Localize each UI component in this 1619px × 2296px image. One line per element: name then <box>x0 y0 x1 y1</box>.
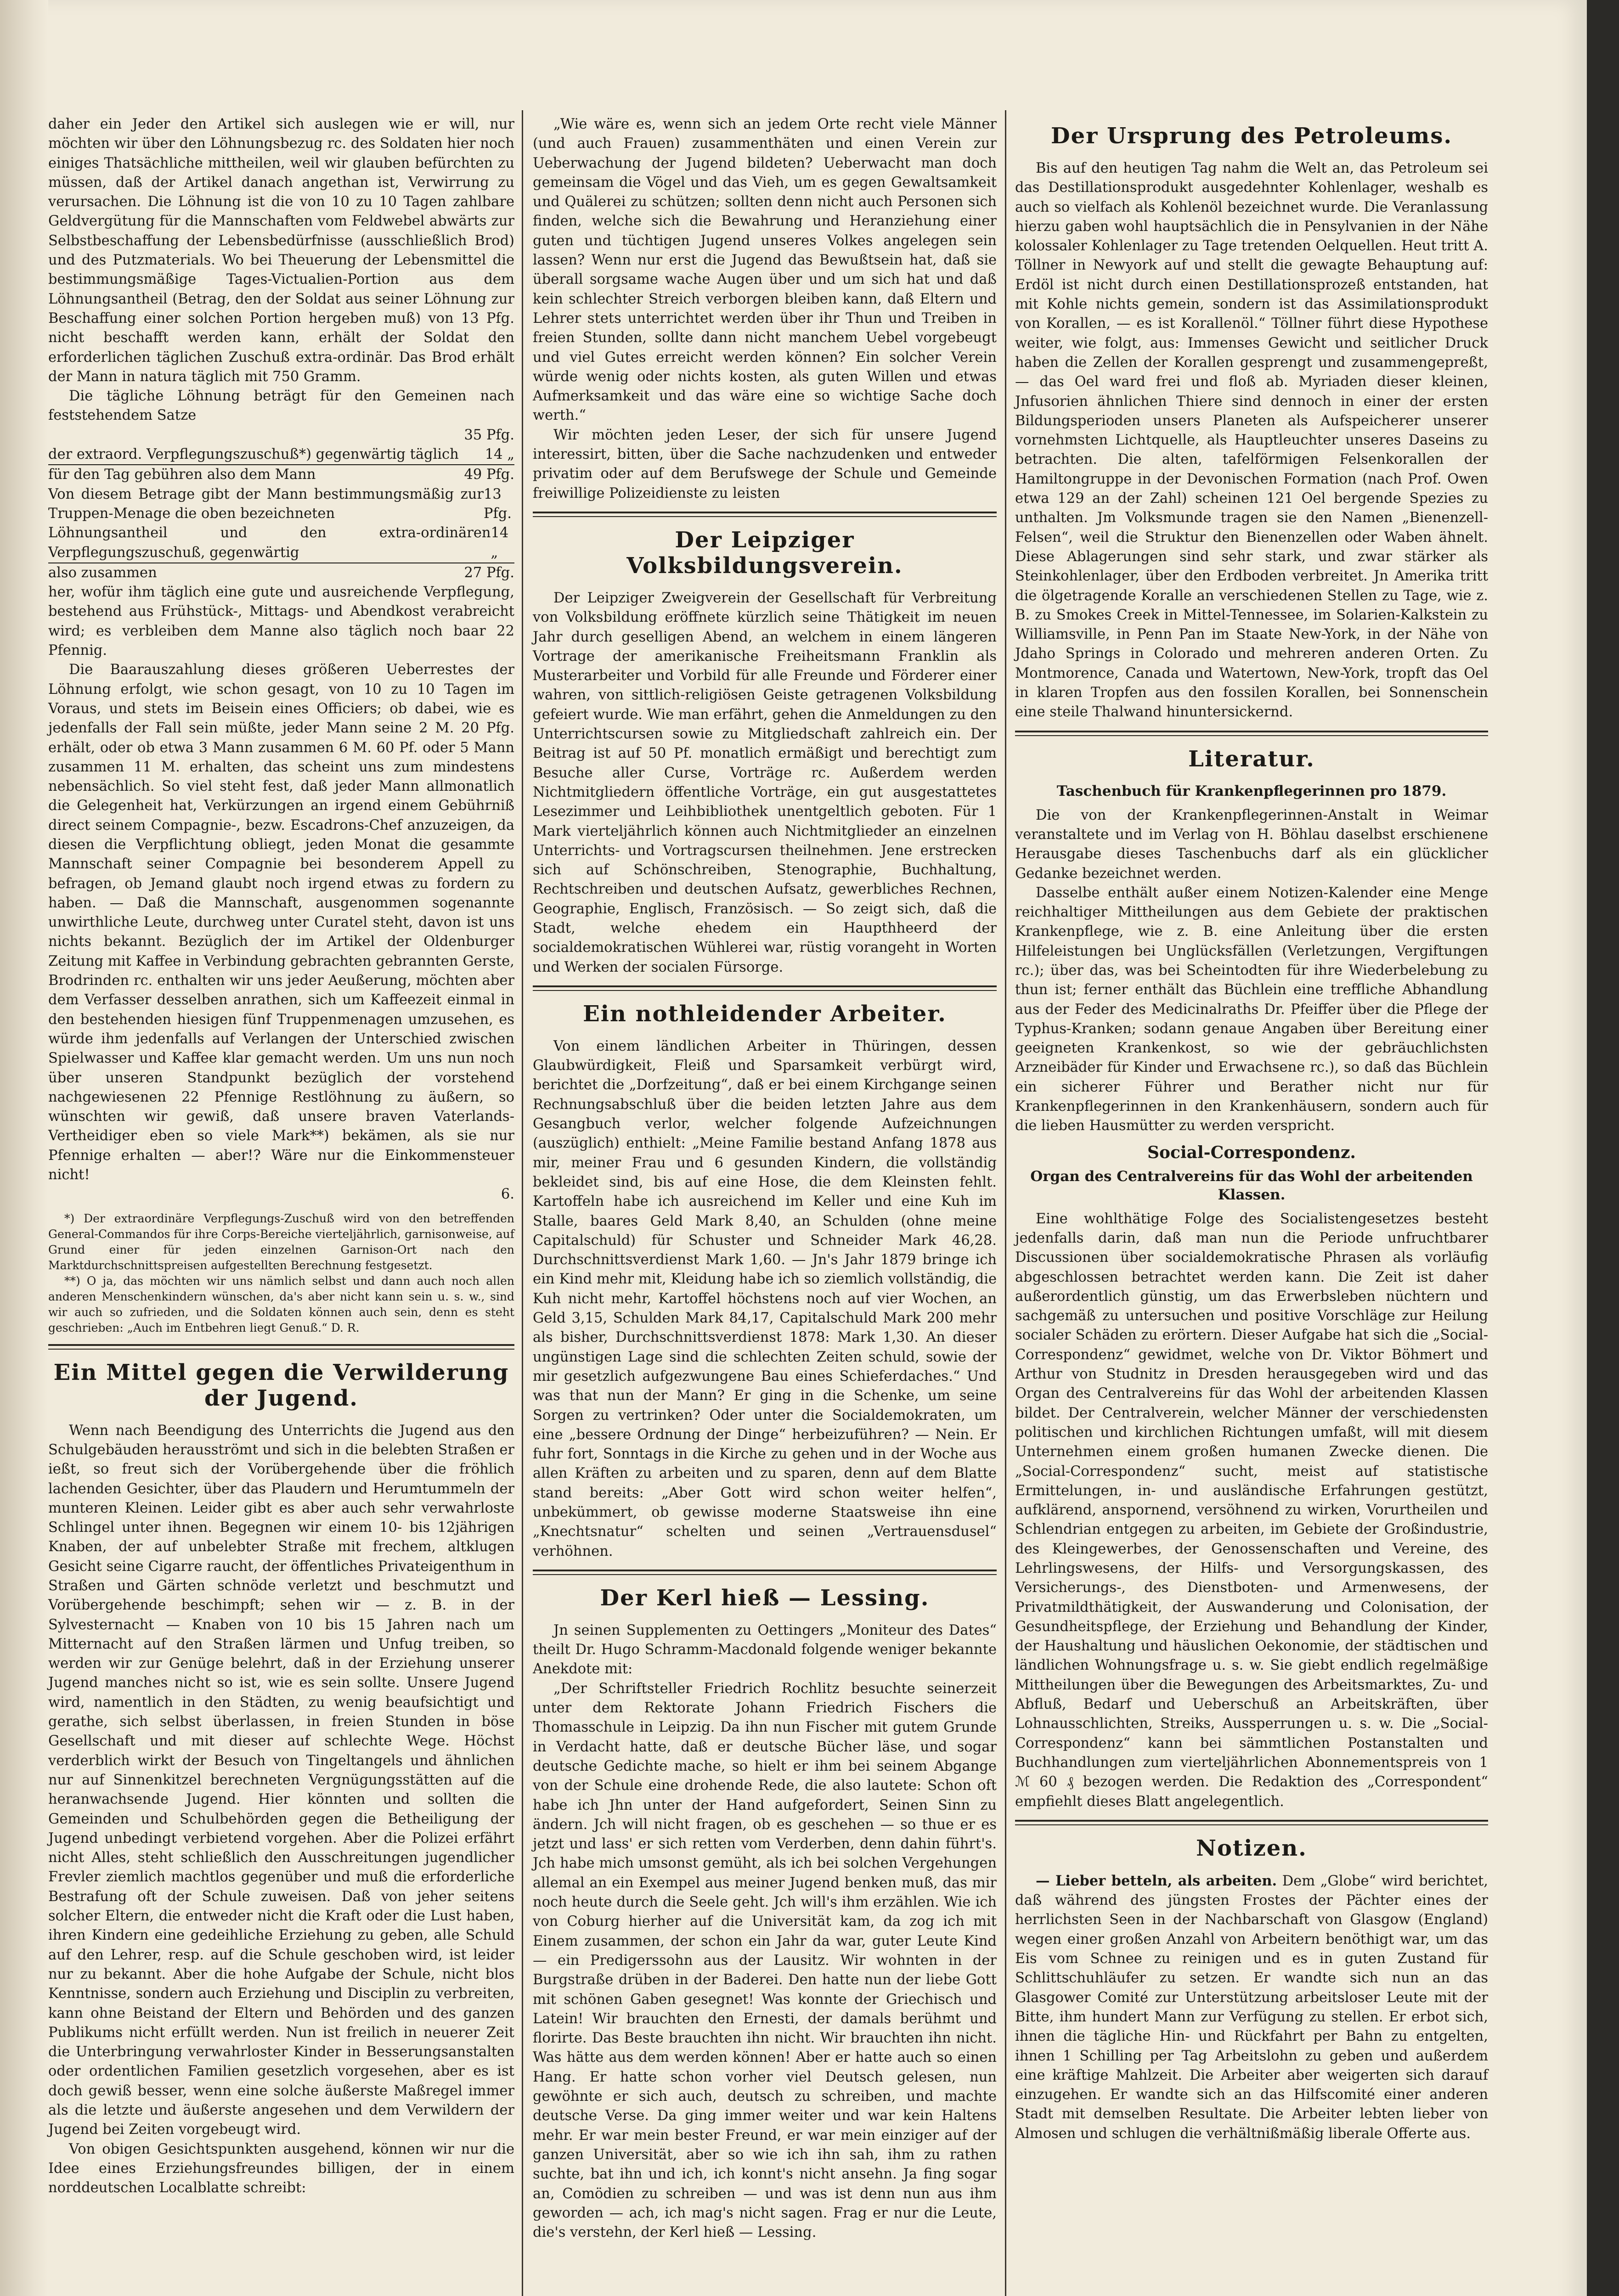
table-row: Von diesem Betrage gibt der Mann bestimmungsmäßig zur Truppen-Menage die oben bezeichneten 13 Pfg. <box>48 486 512 522</box>
table-row: 35 Pfg. <box>464 427 514 443</box>
table-row: der extraord. Verpflegungszuschuß*) gegenwärtig täglich 14 „ <box>48 445 514 465</box>
social-subtitle: Organ des Centralvereins für das Wohl der arbeitenden Klassen. <box>1030 1168 1473 1203</box>
divider <box>48 1349 514 1350</box>
divider <box>533 512 997 513</box>
divider <box>1015 1820 1488 1822</box>
headline-notizen: Notizen. <box>1196 1835 1307 1861</box>
divider <box>533 990 997 991</box>
loehnung-table <box>48 426 514 583</box>
divider <box>1015 731 1488 732</box>
divider <box>533 985 997 987</box>
arbeiter-paragraph: Von einem ländlichen Arbeiter in Thüringen, dessen Glaubwürdigkeit, Fleiß und Sparsamkeit verbürgt wird, berichtet die „Dorfzeitung“, daß er bei einem Kirchgange seinen Rechnungsabschluß über die beiden letzten Jahre aus dem Gesangbuch verlor, welcher folgende Aufzeichnungen (auszüglich) enthielt: „Meine Familie bestand Anfang 1878 aus mir, meiner Frau und 6 gesunden Kindern, die vollständig bekleidet sind, bis auf eine Hose, die dem Kleinsten fehlt. Kartoffeln habe ich ausreichend im Keller und eine Kuh im Stalle, baares Geld Mark 8,40, an Schulden (ohne meine Capitalschuld) für Schuster und Schneider Mark 46,28. Durchschnittsverdienst Mark 1,60. — Jn's Jahr 1879 bringe ich ein Kind mehr mit, Kleidung habe ich so ziemlich vollständig, die Kuh nicht mehr, Kartoffel höchstens noch auf vier Wochen, an Geld 3,15, Schulden Mark 84,17, Capitalschuld Mark 200 mehr als bisher, Durchschnittsverdienst 1878: Mark 1,30. An dieser ungünstigen Lage sind die schlechten Zeiten schuld, sowie der mir gesetzlich aufgezwungene Bau eines Schieferdaches.“ Und was that nun der Mann? Er ging in die Schenke, um seine Sorgen zu vertrinken? Oder unter die Socialdemokraten, um eine „bessere Ordnung der Dinge“ herbeizuführen? — Nein. Er fuhr fort, Sonntags in die Kirche zu gehen und in der Woche aus allen Kräften zu arbeiten und zu sparen, denn auf dem Blatte stand bereits: „Aber Gott wird schon weiter helfen“, unbekümmert, ob gewisse moderne Staatsweise ihn eine „Knechtsnatur“ schelten und seinen „Vertrauensdusel“ verhöhnen. <box>533 1038 997 1559</box>
divider <box>48 1344 514 1346</box>
loehnung-paragraph-2: Die tägliche Löhnung beträgt für den Gemeinen nach feststehendem Satze <box>48 388 514 424</box>
table-row: also zusammen 27 Pfg. <box>48 564 514 581</box>
divider <box>533 1570 997 1571</box>
divider <box>533 1574 997 1575</box>
literatur-paragraph-2: Dasselbe enthält außer einem Notizen-Kalender eine Menge reichhaltiger Mittheilungen aus dem Gebiete der praktischen Krankenpflege, wie z. B. eine Anleitung über die ersten Hilfeleistungen bei Unglücksfällen (Verletzungen, Vergiftungen rc.); über das, was bei Scheintodten für ihre Wiederbelebung zu thun ist; ferner enthält das Büchlein eine treffliche Abhandlung aus der Feder des Medicinalraths Dr. Pfeiffer über die Pflege der Typhus-Kranken; sodann genaue Angaben über Bereitung einer geeigneten Krankenkost, so wie der gebräuchlichsten Arzneibäder für Kinder und Erwachsene rc.), so daß das Büchlein ein sicherer Führer und Berather nicht nur für Krankenpflegerinnen in den Krankenhäusern, sondern auch für die lieben Hausmütter zu werden verspricht. <box>1015 884 1488 1134</box>
kerl-intro: Jn seinen Supplementen zu Oettingers „Moniteur des Dates“ theilt Dr. Hugo Schramm-Macdonald folgende weniger bekannte Anekdote mit: <box>533 1622 997 1677</box>
footnote-1: *) Der extraordinäre Verpflegungs-Zuschuß wird von den betreffenden General-Commandos für ihre Corps-Bereiche vierteljährlich, garnisonweise, auf Grund einer für jeden einzelnen Garnison-Ort nach den Marktdurchschnittspreisen aufgestellten Berechnung festgesetzt. <box>48 1211 514 1272</box>
petroleum-paragraph: Bis auf den heutigen Tag nahm die Welt an, das Petroleum sei das Destillationsprodukt ausgedehnter Kohlenlager, weshalb es auch so vielfach als Kohlenöl bezeichnet wurde. Die Veranlassung hierzu gaben wohl hauptsächlich die in Pensylvanien in der Nähe kolossaler Kohlenlager zu Tage tretenden Oelquellen. Heut tritt A. Töllner in Newyork auf und stellt die gewagte Behauptung auf: Erdöl ist nicht durch einen Destillationsprozeß entstanden, hat mit Kohle nichts gemein, sondern ist das Assimilationsprodukt von Korallen, — es ist Korallenöl.“ Töllner führt diese Hypothese weiter, wie folgt, aus: Immenses Gewicht und seitlicher Druck haben die Zellen der Korallen gesprengt und zusammengepreßt, — das Oel ward frei und floß ab. Myriaden dieser kleinen, Jnfusorien ähnlichen Thiere sind dennoch in einer der ersten Bildungsperioden unsers Planeten als Aufspeicherer unserer vornehmsten Lichtquelle, als Hauptleuchter unseres Daseins zu betrachten. Die alten, tafelförmigen Felsenkorallen der Hamiltongruppe in der Devonischen Formation (nach Prof. Owen etwa 129 an der Zahl) scheinen 121 Oel bergende Spezies zu unthalten. Jm Volksmunde tragen sie den Namen „Bienenzell-Felsen“, weil die Struktur den Bienenzellen oder Waben ähnelt. Diese Ablagerungen sind sehr stark, und zwar stärker als Steinkohlenlager, über den Erdboden verbreitet. Jn Amerika tritt die ölgetragende Koralle an verschiedenen Stellen zu Tage, wie z. B. zu Smokes Creek in Mittel-Tennessee, im Solarien-Kalkstein zu Williamsville, in Penn Pan im Staate New-York, in der Nähe von Jdaho Springs in Colorado und mehreren anderen Orten. Zu Montmorence, Canada und Watertown, New-York, tropft das Oel in klaren Tropfen aus den fossilen Korallen, bei Sonnenschein eine steile Thalwand hinuntersickernd. <box>1015 160 1488 720</box>
literatur-paragraph-1: Die von der Krankenpflegerinnen-Anstalt in Weimar veranstaltete und im Verlag von H. Böhlau daselbst erschienene Herausgabe dieses Taschenbuchs darf als ein glücklicher Gedanke bezeichnet werden. <box>1015 807 1488 882</box>
footnote-2: **) O ja, das möchten wir uns nämlich selbst und dann auch noch allen anderen Menschenkindern wünschen, da's aber nicht kann sein u. s. w., sind wir auch so zufrieden, und die Soldaten können auch sein, denn es steht geschrieben: „Auch im Entbehren liegt Genuß.“ D. R. <box>48 1274 514 1334</box>
headline-arbeiter: Ein nothleidender Arbeiter. <box>583 1001 947 1027</box>
headline-social: Social-Correspondenz. <box>1147 1142 1356 1162</box>
divider <box>1015 1824 1488 1825</box>
headline-mittel: Ein Mittel gegen die Verwilderung der Jugend. <box>53 1359 509 1411</box>
social-paragraph: Eine wohlthätige Folge des Socialistengesetzes besteht jedenfalls darin, daß man nun die Periode unfruchtbarer Discussionen über socialdemokratische Phrasen als vorläufig abgeschlossen betrachtet werden kann. Die Zeit ist daher außerordentlich günstig, um das Erwerbsleben nüchtern und sachgemäß zu untersuchen und positive Vorschläge zur Heilung socialer Schäden zu erörtern. Dieser Aufgabe hat sich die „Social-Correspondenz“ gewidmet, welche von Dr. Viktor Böhmert und Arthur von Studnitz in Dresden herausgegeben wird und das Organ des Centralvereins für das Wohl der arbeitenden Klassen bildet. Der Centralverein, welcher Männer der verschiedensten politischen und kirchlichen Richtungen umfaßt, will mit diesem Unternehmen einem großen humanen Zwecke dienen. Die „Social-Correspondenz“ sucht, meist auf statistische Ermittelungen, in- und ausländische Erfahrungen gestützt, aufklärend, anspornend, versöhnend zu wirken, Vorurtheilen und Schlendrian entgegen zu arbeiten, im Gebiete der Großindustrie, des Kleingewerbes, der Genossenschaften und Vereine, des Lehrlingswesens, der Hilfs- und Versorgungskassen, des Versicherungs-, des Dienstboten- und Armenwesens, der Privatmildthätigkeit, der Auswanderung und Colonisation, der Gesundheitspflege, der Erziehung und Behandlung der Kinder, der Haushaltung und häuslichen Oekonomie, der städtischen und ländlichen Wohnungsfrage u. s. w. Sie giebt endlich regelmäßige Mittheilungen über die Bewegungen des Arbeitsmarktes, Zu- und Abfluß, Bedarf und Ueberschuß an Arbeitskräften, über Lohnausschlichten, Streiks, Aussperrungen u. s. w. Die „Social-Correspondenz“ kann bei sämmtlichen Postanstalten und Buchhandlungen zum vierteljährlichen Abonnementspreis von 1 ℳ 60 ₰ bezogen werden. Die Redaktion des „Correspondent“ empfiehlt dieses Blatt angelegentlich. <box>1015 1210 1488 1810</box>
loehnung-paragraph-1: daher ein Jeder den Artikel sich auslegen wie er will, nur möchten wir über den Löhnungsbezug rc. des Soldaten hier noch einiges Thatsächliche mittheilen, weil wir glauben befürchten zu müssen, daß der Artikel danach angethan ist, Verwirrung zu verursachen. Die Löhnung ist die von 10 zu 10 Tagen zahlbare Geldvergütung für die Mannschaften vom Feldwebel abwärts zur Selbstbeschaffung der Lebensbedürfnisse (ausschließlich Brod) und des Putzmaterials. Wo bei Theuerung der Lebensmittel die bestimmungsmäßige Tages-Victualien-Portion aus dem Löhnungsantheil (Betrag, den der Soldat aus seiner Löhnung zur Beschaffung einer solchen Portion hergeben muß) von 13 Pfg. nicht beschafft werden kann, erhält der Soldat den erforderlichen täglichen Zuschuß extra-ordinär. Das Brod erhält der Mann in natura täglich mit 750 Gramm. <box>48 116 514 385</box>
quote-paragraph: „Wie wäre es, wenn sich an jedem Orte recht viele Männer (und auch Frauen) zusammenthäten und einen Verein zur Ueberwachung der Jugend bildeten? Ueberwacht man doch gemeinsam die Vögel und das Vieh, um es gegen Gewaltsamkeit und Quälerei zu schützen; sollten denn nicht auch Personen sich finden, welche sich die Bewahrung und Heranziehung einer guten und tüchtigen Jugend unseres Volkes angelegen sein lassen? Wenn nur erst die Jugend das Bewußtsein hat, daß sie überall sorgsame wache Augen über und um sich hat und daß kein schlechter Streich verborgen bleiben kann, daß Eltern und Lehrer stets unterrichtet werden über ihr Thun und Treiben in freien Stunden, sollte dann nicht manchem Uebel vorgebeugt und viel Gutes erreicht werden können? Ein solcher Verein würde wenig oder nichts kosten, als guten Willen und etwas Aufmerksamkeit und das wäre eine so wichtige Sache doch werth.“ <box>533 116 997 424</box>
book-title: Taschenbuch für Krankenpflegerinnen pro 1879. <box>1056 782 1447 799</box>
leipzig-paragraph: Der Leipziger Zweigverein der Gesellschaft für Verbreitung von Volksbildung eröffnete kürzlich seine Thätigkeit im neuen Jahr durch geselligen Abend, an welchem in einem längeren Vortrage der amerikanische Freiheitsmann Franklin als Musterarbeiter und Vorbild für alle Freunde und Förderer einer wahren, von sittlich-religiösen Geiste getragenen Volksbildung gefeiert wurde. Wie man erfährt, gehen die Anmeldungen zu den Unterrichtscursen sowie zu Mitgliedschaft zahlreich ein. Der Beitrag ist auf 50 Pf. monatlich ermäßigt und berechtigt zum Besuche aller Curse, Vorträge rc. Außerdem werden Nichtmitgliedern öffentliche Vorträge, ein gut ausgestattetes Lesezimmer und Leihbibliothek unentgeltlich geboten. Für 1 Mark vierteljährlich können auch Nichtmitglieder an einzelnen Unterrichts- und Vortragscursen theilnehmen. Jene erstrecken sich auf Schönschreiben, Stenographie, Buchhaltung, Rechtschreiben und deutschen Aufsatz, gewerbliches Rechnen, Geographie, Englisch, Französisch. — So zeigt sich, daß die Stadt, welche ehedem ein Haupthheerd der socialdemokratischen Wühlerei war, rüstig vorangeht in Worten und Werken der socialen Fürsorge. <box>533 590 997 975</box>
headline-literatur: Literatur. <box>1188 746 1315 772</box>
column-1 <box>48 115 514 2198</box>
kerl-paragraph: „Der Schriftsteller Friedrich Rochlitz besuchte seinerzeit unter dem Rektorate Johann Friedrich Fischers die Thomasschule in Leipzig. Da ihn nun Fischer mit gutem Grunde in Verdacht hatte, daß er deutsche Bücher läse, und sogar deutsche Gedichte mache, so hielt er ihm bei seinem Abgange von der Schule eine drohende Rede, die also lautete: Schon oft habe ich Jhn unter der Hand aufgefordert, Seinen Sinn zu ändern. Jch will nicht fragen, ob es geschehen — so thue er es jetzt und lass' er sich retten vom Verderben, denn dahin führt's. Jch habe mich umsonst gemüht, als ich bei solchen Vergehungen allemal an ein Exempel aus meiner Jugend benken muß, das mir noch heute durch die Seele geht. Jch will's ihm erzählen. Wie ich von Coburg hierher auf die Universität kam, da zog ich mit Einem zusammen, der schon ein Jahr da war, guter Leute Kind — ein Predigerssohn aus der Lausitz. Wir wohnten in der Burgstraße drüben in der Baderei. Den hatte nun der liebe Gott mit schönen Gaben gesegnet! Was konnte der Griechisch und Latein! Wir brauchten den Ernesti, der damals berühmt und florirte. Das Beste brauchten ihn nicht. Wir brauchten ihn nicht. Was hätte aus dem werden können! Aber er hatte auch so einen Hang. Er hatte schon vorher viel Deutsch gelesen, nun gewöhnte er sich auch, deutsch zu schreiben, und machte deutsche Verse. Da ging immer weiter und war kein Haltens mehr. Er war mein bester Freund, er war mein einziger auf der ganzen Universität, aber so wie ich ihn sah, ihm zu rathen suchte, bat ihn und ich, ich konnt's nicht ansehn. Ja fing sogar an, Comödien zu schreiben — und was ist denn nun aus ihm geworden — ach, ich mag's nicht sagen. Frag er nur die Leute, die's verstehn, der Kerl hieß — Lessing. <box>533 1680 997 2241</box>
article-signature: 6. <box>501 1186 514 1203</box>
notizen-lead: — Lieber betteln, als arbeiten. <box>1036 1872 1277 1889</box>
divider <box>1015 735 1488 736</box>
column-2 <box>533 115 997 2242</box>
loehnung-paragraph-3: her, wofür ihm täglich eine gute und ausreichende Verpflegung, bestehend aus Frühstück-, Mittags- und Abendkost verabreicht wird; es verbleiben dem Manne also täglich noch baar 22 Pfennig. <box>48 584 514 659</box>
loehnung-paragraph-4: Die Baarauszahlung dieses größeren Ueberrestes der Löhnung erfolgt, wie schon gesagt, von 10 zu 10 Tagen im Voraus, und stets im Beisein eines Officiers; ob dabei, wie es jedenfalls der Fall sein müßte, jeder Mann seine 2 M. 20 Pfg. erhält, oder ob etwa 3 Mann zusammen 6 M. 60 Pf. oder 5 Mann zusammen 11 M. erhalten, das scheint uns zum mindestens nebensächlich. So viel steht fest, daß jeder Mann allmonatlich die Gelegenheit hat, Verkürzungen an irgend einem Gebührniß direct seinem Compagnie-, bezw. Escadrons-Chef anzuzeigen, da diesen die Verpflichtung obliegt, jeden Monat die gesammte Mannschaft seiner Compagnie bei besonderem Appell zu befragen, ob Jemand glaubt noch irgend etwas zu fordern zu haben. — Daß die Mannschaft, ausgenommen sogenannte unwirthliche Leute, durchweg unter Curatel steht, davon ist uns nichts bekannt. Bezüglich der im Artikel der Oldenburger Zeitung mit Kaffee in Verbindung gebrachten gebrannten Gerste, Brodrinden rc. enthalten wir uns jeder Aeußerung, möchten aber dem Verfasser desselben anrathen, sich um Kaffeezeit einmal in den bestehenden hiesigen fünf Truppenmenagen umzusehen, es würde ihm jedenfalls auf Verlangen der Unterschied zwischen Spielwasser und Kaffee klar gemacht werden. Um uns nun noch über unseren Standpunkt bezüglich der vorstehend nachgewiesenen 22 Pfennige Restlöhnung zu äußern, so wünschten wir gewiß, daß unsere braven Vaterlands-Vertheidiger eben so viele Mark**) bekämen, als sie nur Pfennige erhalten — aber!? Wäre nur die Einkommensteuer nicht! <box>48 662 514 1183</box>
notizen-paragraph <box>1015 1871 1488 2144</box>
followup-paragraph: Wir möchten jeden Leser, der sich für unsere Jugend interessirt, bitten, über die Sache nachzudenken und entweder privatim oder auf dem Berufswege der Schule und Gemeinde freiwillige Polizeidienste zu leisten <box>533 427 997 501</box>
column-3 <box>1015 115 1488 2144</box>
mittel-paragraph-1: Wenn nach Beendigung des Unterrichts die Jugend aus den Schulgebäuden herausströmt und sich in die belebten Straßen er ießt, so freut sich der Vorübergehende über die fröhlich lachenden Gesichter, über das Plaudern und Herumtummeln der munteren Kleinen. Leider gibt es aber auch sehr verwahrloste Schlingel unter ihnen. Begegnen wir einem 10- bis 12jährigen Knaben, der auf unbelebter Straße mit frechem, altklugen Gesicht seine Cigarre raucht, der öffentliches Privateigenthum in Straßen und Gärten schnöde verletzt und beschmutzt und Vorübergehende beschimpft; sehen wir — z. B. in der Sylvesternacht — Knaben von 10 bis 15 Jahren nach um Mitternacht auf den Straßen lärmen und Unfug treiben, so werden wir zur Genüge belehrt, daß in der Erziehung unserer Jugend manches nicht so ist, wie es sein sollte. Unsere Jugend wird, namentlich in den Städten, zu wenig beaufsichtigt und gerathe, sich selbst überlassen, in freien Stunden in böse Gesellschaft und mit dieser auf schlechte Wege. Höchst verderblich wirkt der Besuch von Tingeltangels und ähnlichen nur auf Sinnenkitzel berechneten Vergnügungsstätten auf die heranwachsende Jugend. Hier könnten und sollten die Gemeinden und Schulbehörden gegen die Betheiligung der Jugend unbedingt verbietend vorgehen. Aber die Polizei erfährt nicht Alles, steht schließlich den Ausschreitungen jugendlicher Frevler ziemlich machtlos gegenüber und muß die erforderliche Bestrafung oft der Schule zuweisen. Daß von jeher seitens solcher Eltern, die entweder nicht die Kraft oder die Lust haben, ihren Kindern eine gedeihliche Erziehung zu geben, alle Schuld auf den Lehrer, resp. auf die Schule geschoben wird, ist leider nur zu bekannt. Aber die hohe Aufgabe der Schule, nicht blos Kenntnisse, sondern auch Erziehung und Disciplin zu verbreiten, kann ohne Beistand der Eltern und Behörden und des ganzen Publikums nicht erfüllt werden. Nun ist freilich in neuerer Zeit die Unterbringung verwahrloster Kinder in Besserungsanstalten oder ordentlichen Familien gesetzlich vorgesehen, aber es ist doch gewiß besser, wenn eine solche äußerste Maßregel immer als die letzte und äußerste angesehen und dem Verwildern der Jugend bei Zeiten vorgebeugt wird. <box>48 1422 514 2138</box>
divider <box>533 516 997 517</box>
mittel-paragraph-2: Von obigen Gesichtspunkten ausgehend, können wir nur die Idee eines Erziehungsfreundes billigen, der in einem norddeutschen Localblatte schreibt: <box>48 2141 514 2196</box>
headline-kerl: Der Kerl hieß — Lessing. <box>600 1585 930 1611</box>
column-rule-1 <box>522 110 523 2296</box>
headline-leipzig: Der Leipziger Volksbildungsverein. <box>626 527 903 579</box>
headline-petroleum: Der Ursprung des Petroleums. <box>1050 123 1453 149</box>
column-rule-2 <box>1005 110 1006 2296</box>
footnotes <box>48 1211 514 1336</box>
table-row: für den Tag gebühren also dem Mann 49 Pfg. <box>48 467 514 483</box>
binding-edge <box>0 0 48 2296</box>
table-row: Löhnungsantheil und den extra-ordinären Verpflegungszuschuß, gegenwärtig 14 „ <box>48 523 514 563</box>
notizen-text: Dem „Globe“ wird berichtet, daß während des jüngsten Frostes der Pächter eines der herrlichsten Seen in der Nachbarschaft von Glasgow (England) wegen einer großen Anzahl von Arbeitern benöthigt war, um das Eis vom Schnee zu reinigen und es in guten Zustand für Schlittschuhläufer zu setzen. Er wandte sich nun an das Glasgower Comité zur Unterstützung arbeitsloser Leute mit der Bitte, ihm hundert Mann zur Verfügung zu stellen. Er erbot sich, ihnen die tägliche Hin- und Rückfahrt per Bahn zu entgelten, ihnen 1 Schilling per Tag Arbeitslohn zu geben und außerdem eine kräftige Mahlzeit. Die Arbeiter aber weigerten sich darauf einzugehen. Er wandte sich an das Hilfscomité einer anderen Stadt mit demselben Resultate. Die Arbeiter lebten lieber von Almosen und schlugen die verhältnißmäßig liberale Offerte aus. <box>1015 1873 1488 2142</box>
